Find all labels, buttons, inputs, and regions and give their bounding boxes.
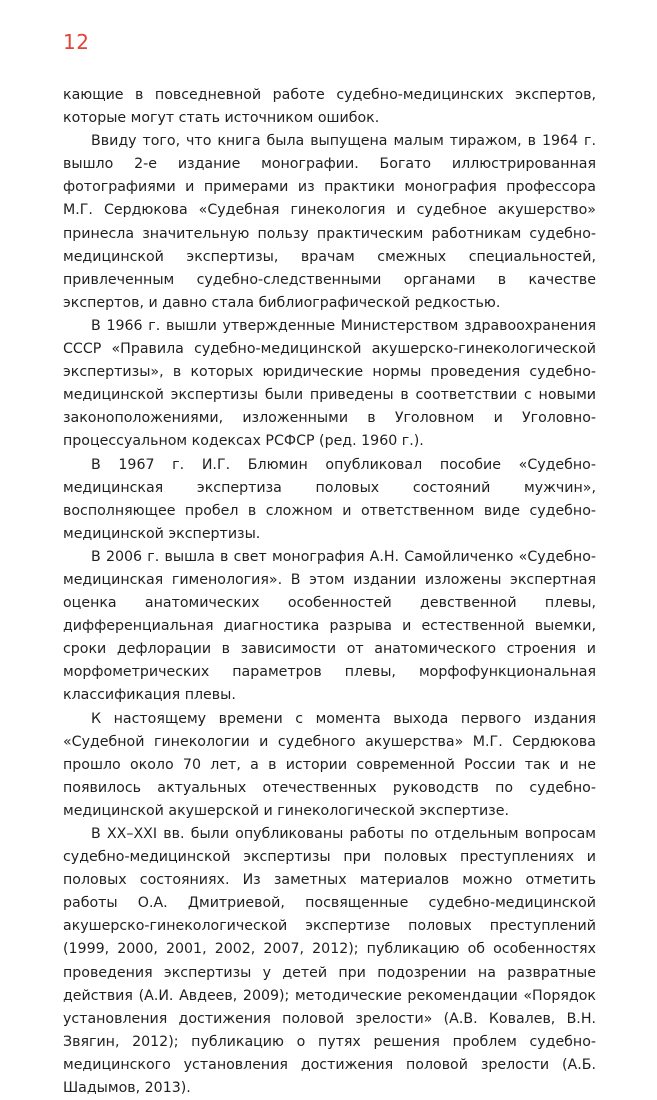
page-number: 12: [63, 30, 90, 54]
body-text: [63, 84, 596, 1100]
paragraph-7: В XX–XXI вв. были опубликованы работы по отдельным вопросам судебно-медицинской экспертизы при половых преступлениях и половых состояниях. Из заметных материалов можно отметить работы О.А. Дмитриевой, посвященные судебно-медицинской акушерско-гинекологической экспертизе половых преступлений (1999, 2000, 2001, 2002, 2007, 2012); публикацию об особенностях проведения экспертизы у детей при подозрении на развратные действия (А.И. Авдеев, 2009); методические рекомендации «Порядок установления достижения половой зрелости» (А.В. Ковалев, В.Н. Звягин, 2012); публикацию о путях решения проблем судебно-медицинского установления достижения половой зрелости (А.Б. Шадымов, 2013).: [63, 826, 596, 1097]
paragraph-3: В 1966 г. вышли утвержденные Министерством здравоохранения СССР «Правила судебно-медицинской акушерско-гинекологической экспертизы», в которых юридические нормы проведения судебно-медицинской экспертизы были приведены в соответствии с новыми законоположениями, изложенными в Уголовном и Уголовно-процессуальном кодексах РСФСР (ред. 1960 г.).: [63, 317, 596, 450]
paragraph-2: Ввиду того, что книга была выпущена малым тиражом, в 1964 г. вышло 2-е издание монографии. Богато иллюстрированная фотографиями и примерами из практики монография профессора М.Г. Сердюкова «Судебная гинекология и судебное акушерство» принесла значительную пользу практическим работникам судебно-медицинской экспертизы, врачам смежных специальностей, привлеченным судебно-следственными органами в качестве экспертов, и давно стала библиографической редкостью.: [63, 133, 596, 311]
paragraph-5: В 2006 г. вышла в свет монография А.Н. Самойличенко «Судебно-медицинская гименология». В этом издании изложены экспертная оценка анатомических особенностей девственной плевы, дифференциальная диагностика разрыва и естественной выемки, сроки дефлорации в зависимости от анатомического строения и морфометрических параметров плевы, морфофункциональная классификация плевы.: [63, 548, 596, 704]
paragraph-1: кающие в повседневной работе судебно-медицинских экспертов, которые могут стать источником ошибок.: [63, 87, 596, 127]
paragraph-6: К настоящему времени с момента выхода первого издания «Судебной гинекологии и судебного акушерства» М.Г. Сердюкова прошло около 70 лет, а в истории современной России так и не появилось актуальных отечественных руководств по судебно-медицинской акушерской и гинекологической экспертизе.: [63, 710, 596, 819]
paragraph-4: В 1967 г. И.Г. Блюмин опубликовал пособие «Судебно-медицинская экспертиза половых состояний мужчин», восполняющее пробел в сложном и ответственном виде судебно-медицинской экспертизы.: [63, 456, 596, 542]
